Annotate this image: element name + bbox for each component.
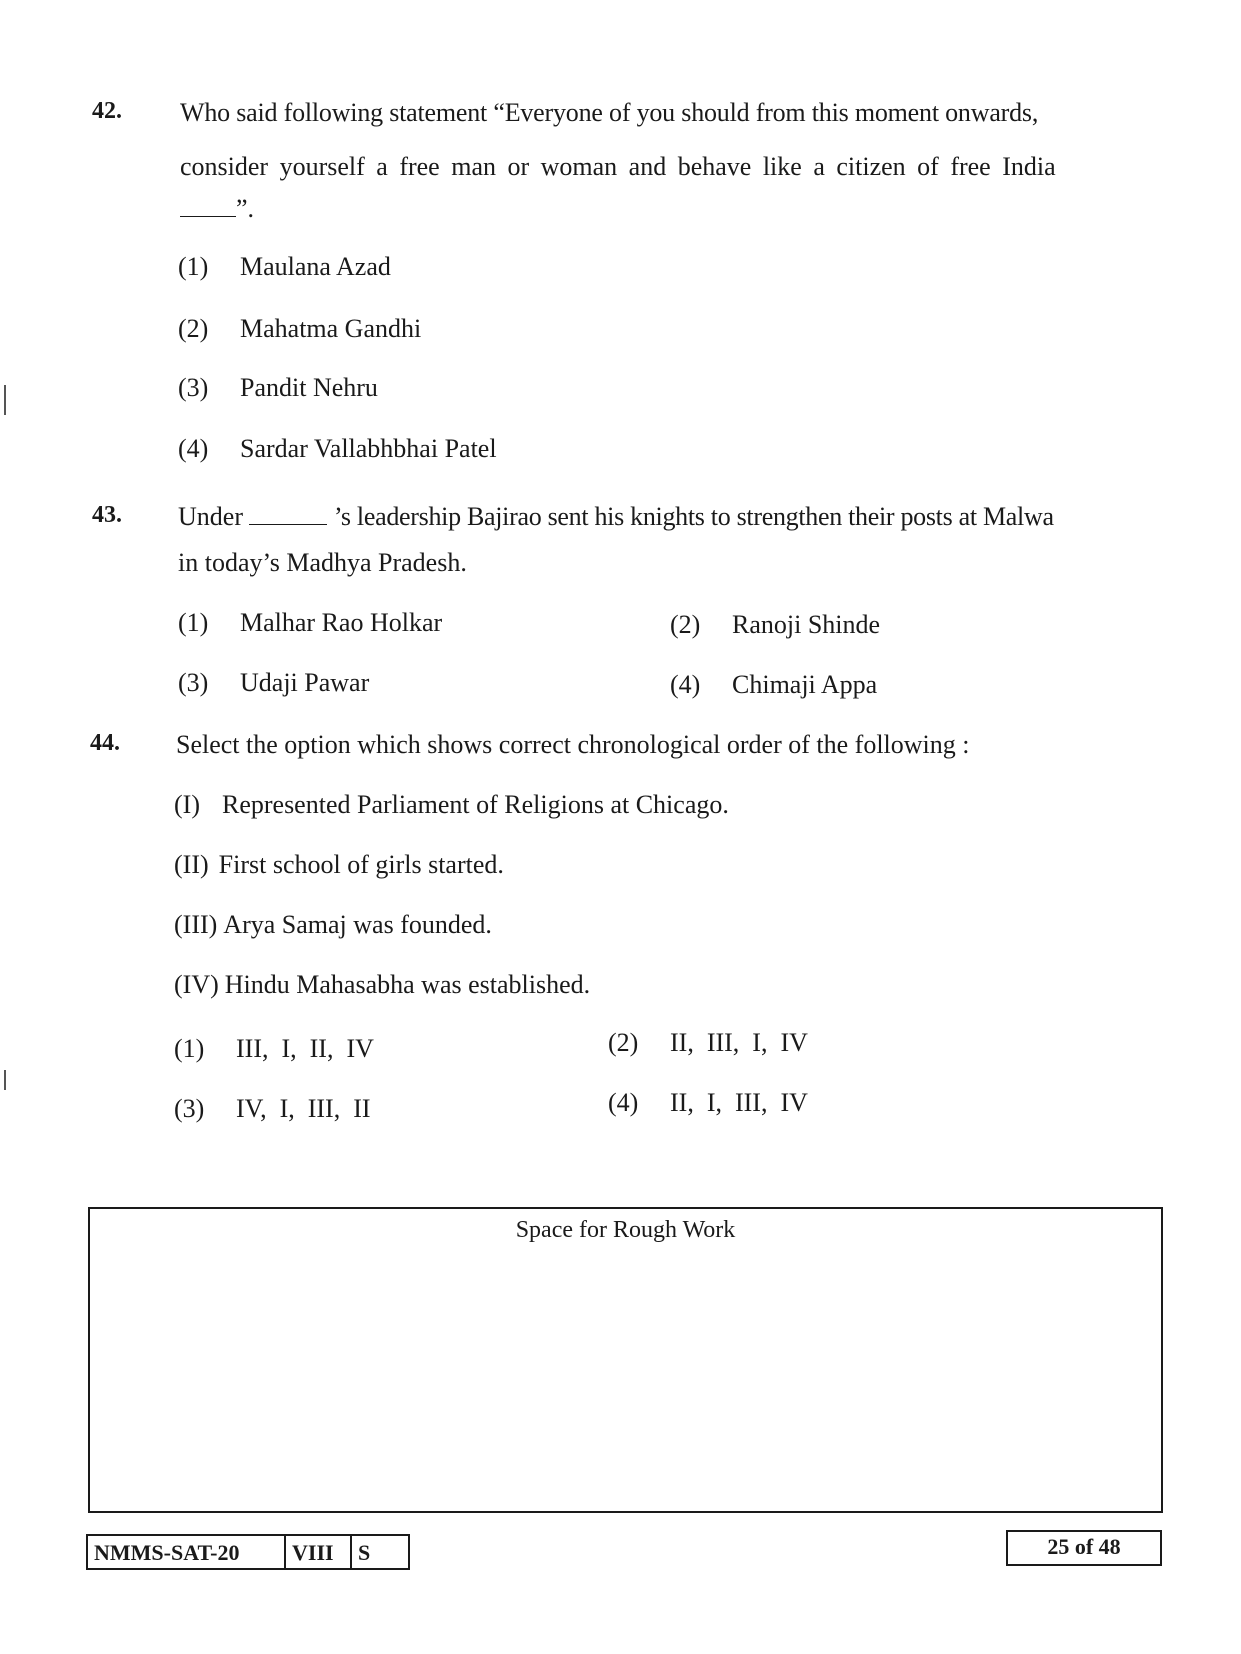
statement-text: Represented Parliament of Religions at Chicago. <box>221 790 729 819</box>
statement-text: First school of girls started. <box>218 850 504 879</box>
question-text-line: consider yourself a free man or woman and behave like a citizen of free India <box>180 152 1056 181</box>
option-2[interactable] <box>178 314 421 344</box>
option-text: II, I, III, IV <box>670 1088 808 1117</box>
statement-iv <box>174 970 590 1000</box>
option-number: (2) <box>608 1028 639 1057</box>
question-number: 44. <box>90 730 120 756</box>
option-number: (4) <box>608 1088 639 1117</box>
option-number: (3) <box>178 373 209 402</box>
option-1[interactable] <box>178 252 391 282</box>
option-number: (4) <box>178 434 209 463</box>
option-text: Mahatma Gandhi <box>240 314 422 343</box>
statement-number: (I) <box>174 790 200 819</box>
question-text-line <box>180 186 254 232</box>
option-text: Ranoji Shinde <box>732 610 881 639</box>
scan-edge-mark <box>4 385 6 415</box>
statement-ii <box>174 850 504 880</box>
option-number: (2) <box>178 314 209 343</box>
set-label: S <box>358 1540 371 1565</box>
statement-text: Hindu Mahasabha was established. <box>224 970 591 999</box>
statement-number: (III) <box>174 910 218 939</box>
option-text: Udaji Pawar <box>240 668 370 697</box>
answer-blank <box>180 194 236 217</box>
option-4[interactable] <box>670 670 877 700</box>
question-text-line: Who said following statement “Everyone of you should from this moment onwards, <box>180 98 1039 127</box>
option-1[interactable] <box>174 1034 374 1064</box>
option-2[interactable] <box>608 1028 808 1058</box>
option-text: II, III, I, IV <box>670 1028 808 1057</box>
option-3[interactable] <box>178 668 369 698</box>
option-text: Pandit Nehru <box>240 373 378 402</box>
option-2[interactable] <box>670 610 880 640</box>
option-number: (1) <box>178 252 209 281</box>
option-number: (3) <box>178 668 209 697</box>
option-number: (4) <box>670 670 701 699</box>
option-text: Maulana Azad <box>240 252 391 281</box>
answer-blank <box>249 502 327 525</box>
option-text: IV, I, III, II <box>236 1094 371 1123</box>
option-3[interactable] <box>178 373 378 403</box>
option-3[interactable] <box>174 1094 371 1124</box>
option-4[interactable] <box>608 1088 808 1118</box>
question-number: 42. <box>92 98 122 124</box>
statement-i <box>174 790 729 820</box>
option-text: Sardar Vallabhbhai Patel <box>240 434 497 463</box>
statement-iii <box>174 910 492 940</box>
question-text-line <box>178 494 1054 540</box>
option-number: (1) <box>178 608 209 637</box>
question-text-rest: ’s leadership Bajirao sent his knights to strengthen their posts at Malwa <box>333 502 1054 531</box>
rough-work-box <box>88 1207 1163 1513</box>
option-4[interactable] <box>178 434 497 464</box>
option-1[interactable] <box>178 608 442 638</box>
class-label: VIII <box>286 1536 352 1568</box>
question-text-line: in today’s Madhya Pradesh. <box>178 548 467 577</box>
rough-work-title: Space for Rough Work <box>515 1217 736 1243</box>
exam-code: NMMS-SAT-20 <box>88 1536 286 1568</box>
statement-number: (IV) <box>174 970 219 999</box>
footer-code-box <box>86 1534 410 1570</box>
page-number: 25 of 48 <box>1006 1530 1162 1566</box>
option-text: Chimaji Appa <box>732 670 878 699</box>
option-number: (2) <box>670 610 701 639</box>
statement-number: (II) <box>174 850 209 879</box>
question-text-line: Select the option which shows correct chronological order of the following : <box>176 730 970 759</box>
question-text-end: ”. <box>236 194 255 223</box>
statement-text: Arya Samaj was founded. <box>223 910 492 939</box>
question-text-start: Under <box>178 502 243 531</box>
question-number: 43. <box>92 502 122 528</box>
option-number: (1) <box>174 1034 205 1063</box>
option-text: III, I, II, IV <box>236 1034 374 1063</box>
option-text: Malhar Rao Holkar <box>240 608 443 637</box>
option-number: (3) <box>174 1094 205 1123</box>
scan-edge-mark <box>4 1070 6 1090</box>
